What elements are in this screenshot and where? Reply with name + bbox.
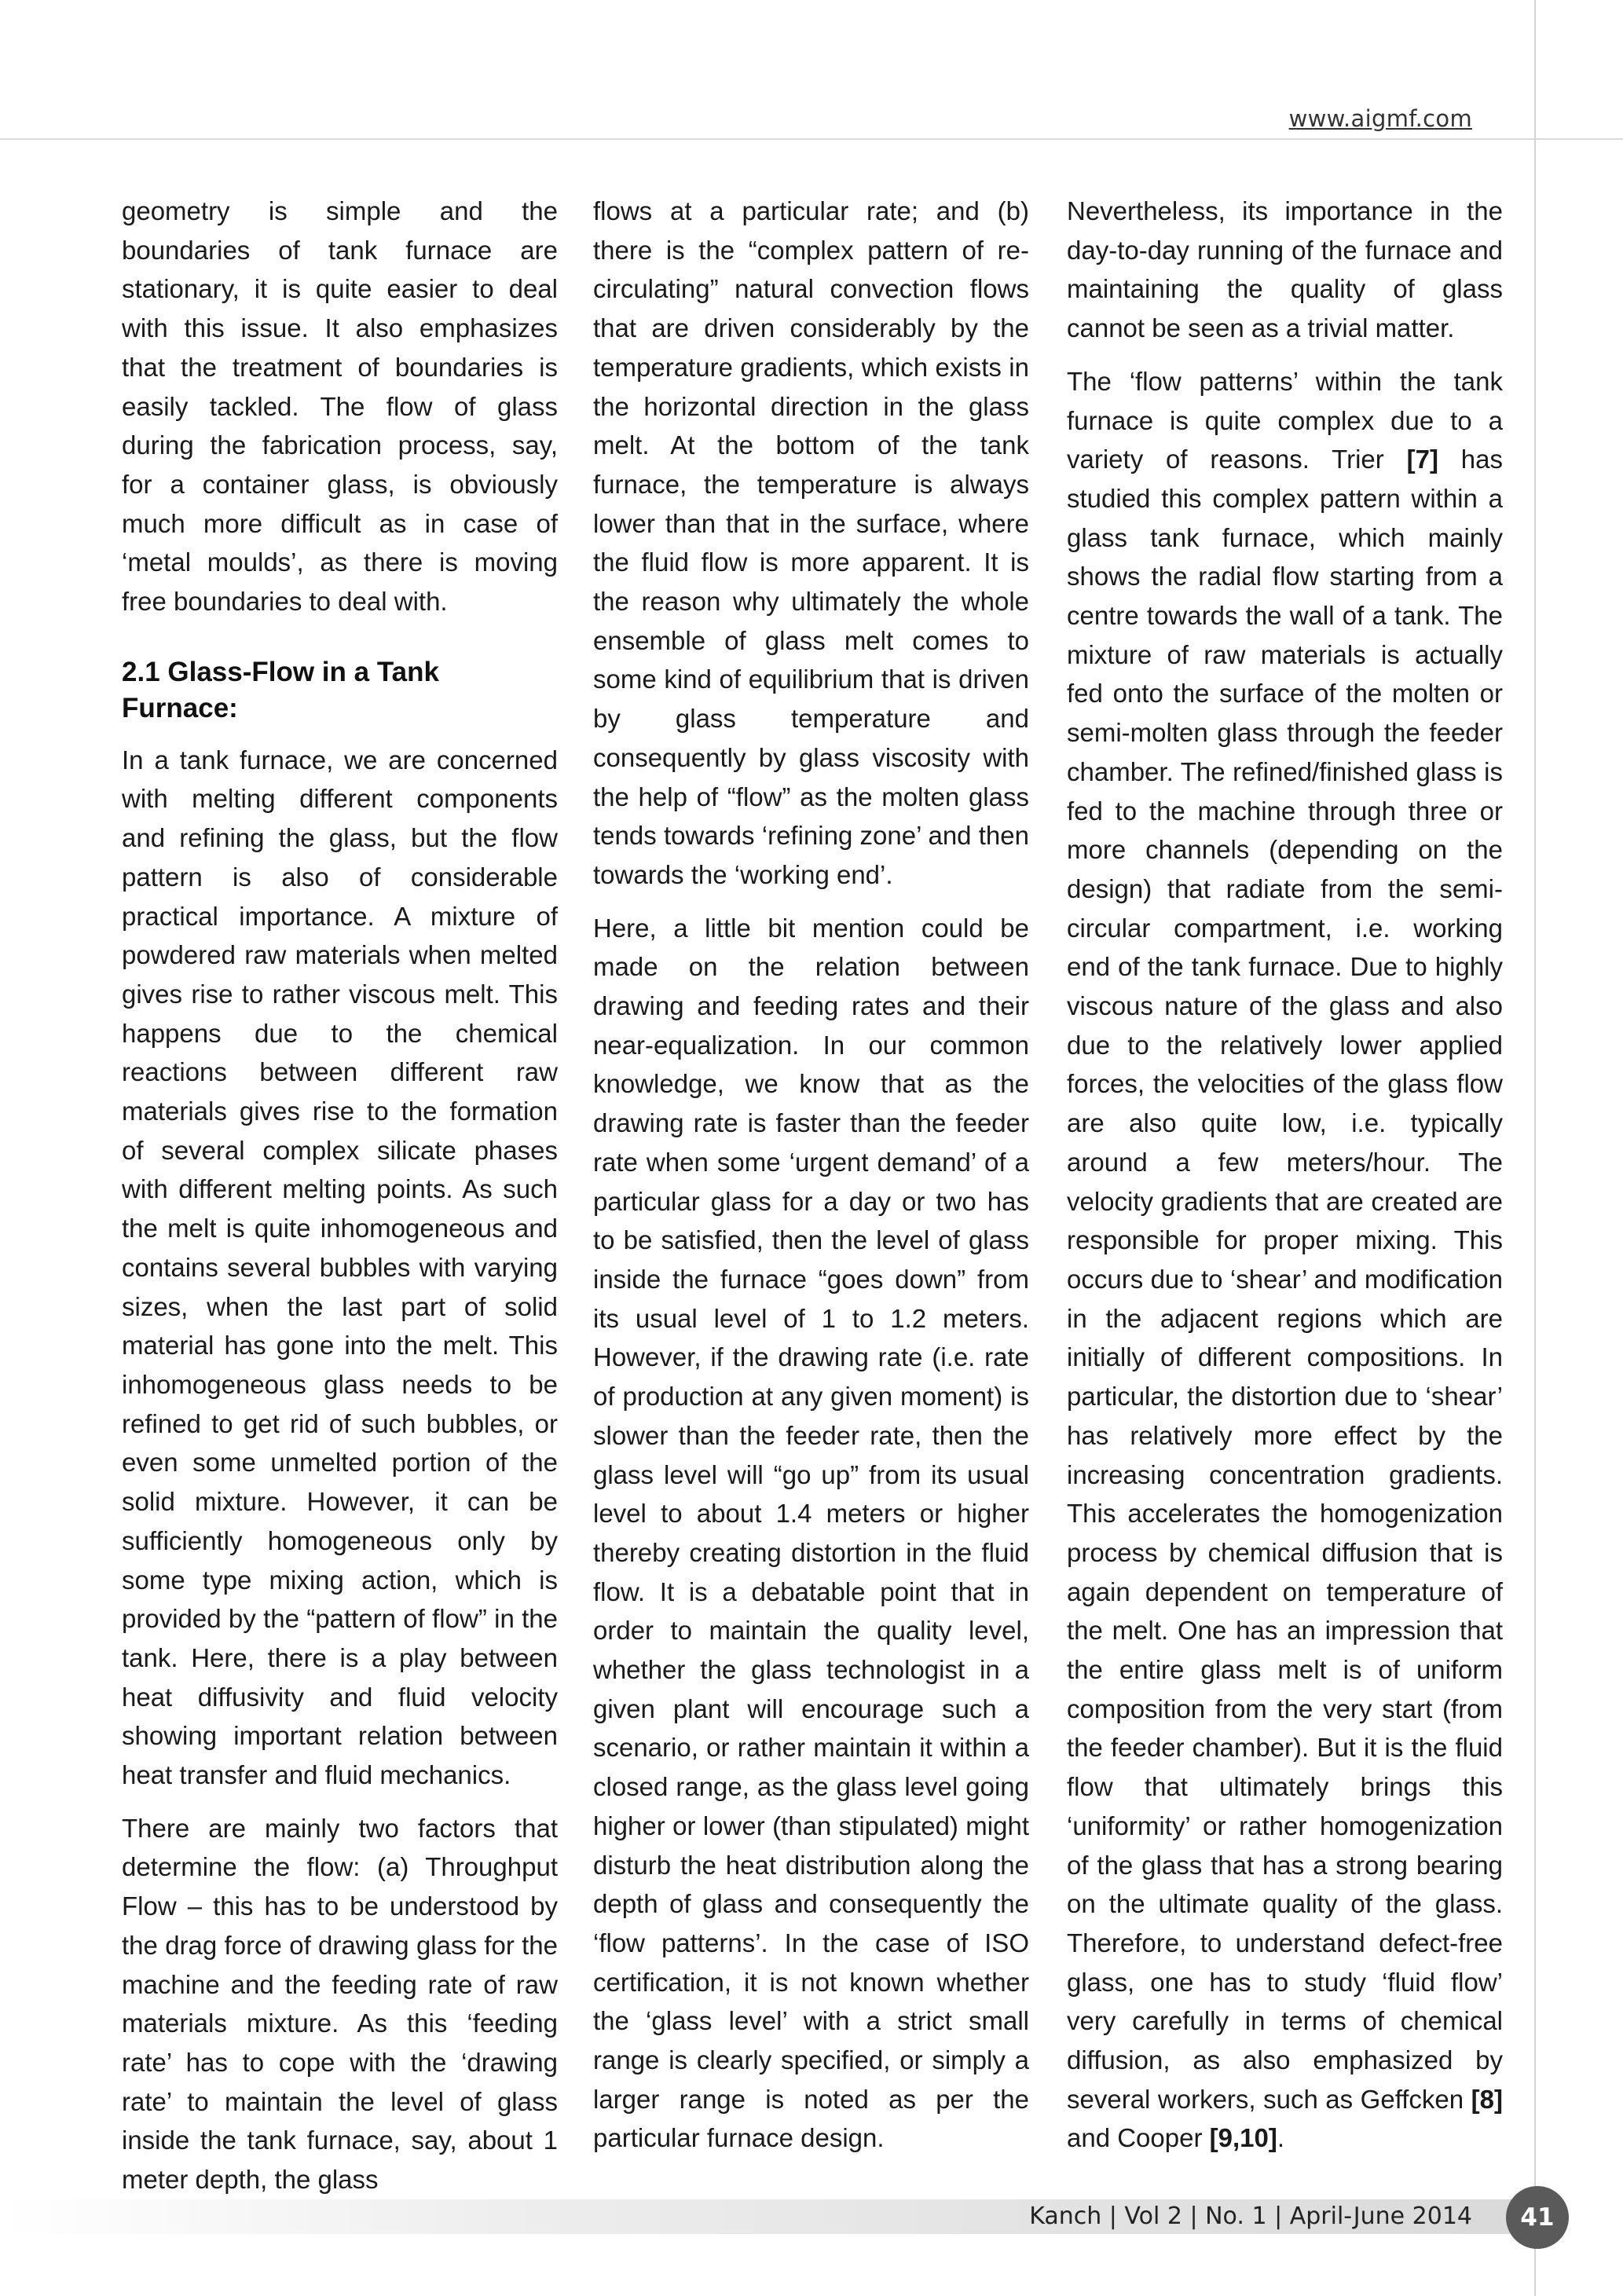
page-number-badge: 41 [1506, 2186, 1569, 2249]
paragraph [1067, 362, 1503, 2158]
citation-reference: [9,10] [1209, 2123, 1277, 2153]
paragraph-text: . [1277, 2123, 1285, 2153]
paragraph: flows at a particular rate; and (b) there is the “complex pattern of re-circulating” natural convection flows that are driven considerably by the temperature gradients, which exists in the horizontal direction in the glass melt. At the bottom of the tank furnace, the temperature is always lower than that in the surface, where the fluid flow is more apparent. It is the reason why ultimately the whole ensemble of glass melt comes to some kind of equilibrium that is driven by glass temperature and consequently by glass viscosity with the help of “flow” as the molten glass tends towards ‘refining zone’ and then towards the ‘working end’. [593, 196, 1029, 889]
text-column-2 [593, 192, 1029, 2172]
citation-reference: [8] [1471, 2084, 1503, 2114]
paragraph: Nevertheless, its importance in the day-to-day running of the furnace and maintaining the quality of glass cannot be seen as a trivial matter. [1067, 196, 1503, 343]
citation-reference: [7] [1406, 445, 1438, 474]
section-heading: 2.1 Glass-Flow in a Tank Furnace: [122, 656, 439, 723]
header-rule [0, 138, 1623, 140]
text-column-3 [1067, 192, 1503, 2172]
site-url-link[interactable]: www.aigmf.com [1288, 105, 1472, 132]
paragraph: There are mainly two factors that determine the flow: (a) Throughput Flow – this has to be understood by the drag force of drawing glass for the machine and the feeding rate of raw materials mixture. As this ‘feeding rate’ has to cope with the ‘drawing rate’ to maintain the level of glass inside the tank furnace, say, about 1 meter depth, the glass [122, 1813, 558, 2195]
journal-info: Kanch | Vol 2 | No. 1 | April-June 2014 [1029, 2203, 1472, 2230]
right-margin-line [1534, 0, 1536, 2296]
paragraph: geometry is simple and the boundaries of tank furnace are stationary, it is quite easier to deal with this issue. It also emphasizes that the treatment of boundaries is easily tackled. The flow of glass during the fabrication process, say, for a container glass, is obviously much more difficult as in case of ‘metal moulds’, as there is moving free boundaries to deal with. [122, 196, 558, 617]
paragraph-text: and Cooper [1067, 2123, 1210, 2153]
paragraph-text: The ‘flow patterns’ within the tank furnace is quite complex due to a variety of reasons. Trier [1067, 366, 1503, 474]
paragraph: Here, a little bit mention could be made on the relation between drawing and feeding rates and their near-equalization. In our common knowledge, we know that as the drawing rate is faster than the feeder rate when some ‘urgent demand’ of a particular glass for a day or two has to be satisfied, then the level of glass inside the furnace “goes down” from its usual level of 1 to 1.2 meters. However, if the drawing rate (i.e. rate of production at any given moment) is slower than the feeder rate, then the glass level will “go up” from its usual level to about 1.4 meters or higher thereby creating distortion in the fluid flow. It is a debatable point that in order to maintain the quality level, whether the glass technologist in a given plant will encourage such a scenario, or rather maintain it within a closed range, as the glass level going higher or lower (than stipulated) might disturb the heat distribution along the depth of glass and consequently the ‘flow patterns’. In the case of ISO certification, it is not known whether the ‘glass level’ with a strict small range is clearly specified, or simply a larger range is noted as per the particular furnace design. [593, 913, 1029, 2153]
paragraph: In a tank furnace, we are concerned with melting different components and refining the glass, but the flow pattern is also of considerable practical importance. A mixture of powdered raw materials when melted gives rise to rather viscous melt. This happens due to the chemical reactions between different raw materials gives rise to the formation of several complex silicate phases with different melting points. As such the melt is quite inhomogeneous and contains several bubbles with varying sizes, when the last part of solid material has gone into the melt. This inhomogeneous glass needs to be refined to get rid of such bubbles, or even some unmelted portion of the solid mixture. However, it can be sufficiently homogeneous only by some type mixing action, which is provided by the “pattern of flow” in the tank. Here, there is a play between heat diffusivity and fluid velocity showing important relation between heat transfer and fluid mechanics. [122, 745, 558, 1790]
text-column-1 [122, 192, 558, 2214]
paragraph-text: has studied this complex pattern within a glass tank furnace, which mainly shows the radial flow starting from a centre towards the wall of a tank. The mixture of raw materials is actually fed onto the surface of the molten or semi-molten glass through the feeder chamber. The refined/finished glass is fed to the machine through three or more channels (depending on the design) that radiate from the semi-circular compartment, i.e. working end of the tank furnace. Due to highly viscous nature of the glass and also due to the relatively lower applied forces, the velocities of the glass flow are also quite low, i.e. typically around a few meters/hour. The velocity gradients that are created are responsible for proper mixing. This occurs due to ‘shear’ and modification in the adjacent regions which are initially of different compositions. In particular, the distortion due to ‘shear’ has relatively more effect by the increasing concentration gradients. This accelerates the homogenization process by chemical diffusion that is again dependent on temperature of the melt. One has an impression that the entire glass melt is of uniform composition from the very start (from the feeder chamber). But it is the fluid flow that ultimately brings this ‘uniformity’ or rather homogenization of the glass that has a strong bearing on the ultimate quality of the glass. Therefore, to understand defect-free glass, one has to study ‘fluid flow’ very carefully in terms of chemical diffusion, as also emphasized by several workers, such as Geffcken [1067, 445, 1504, 2114]
